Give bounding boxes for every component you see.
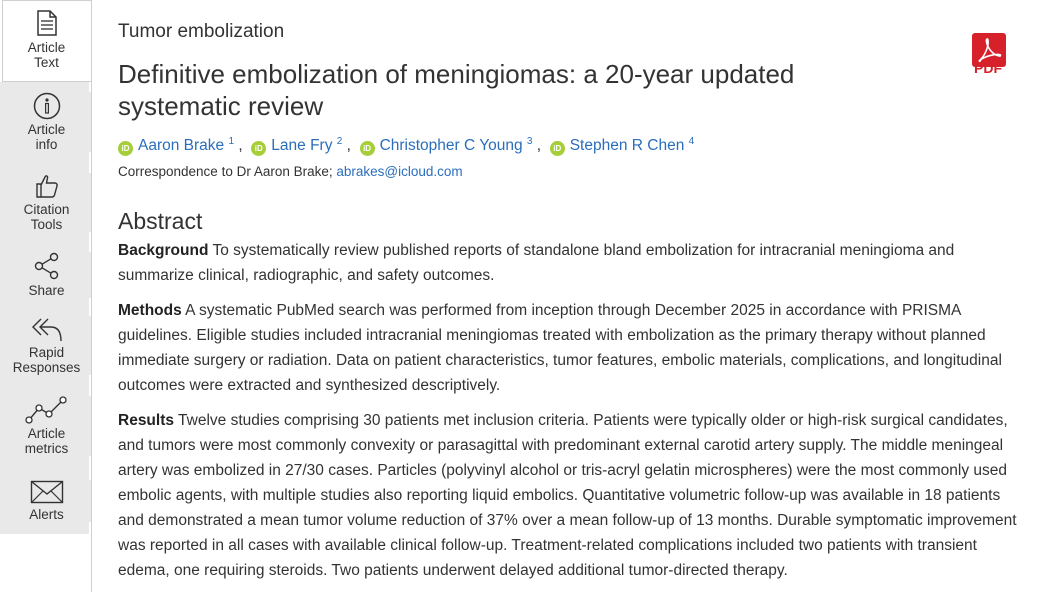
sidebar-item-article-info[interactable] — [2, 92, 91, 152]
article-sidebar — [2, 0, 92, 532]
sidebar-item-share[interactable] — [2, 252, 91, 298]
background-label: Background — [118, 242, 209, 259]
abstract-heading: Abstract — [118, 208, 203, 234]
author-list: iD Aaron Brake $^1$ , iD Lane Fry $^2$ , iD Christopher C Young $^3$ , iD Stephen R Chen $^4$ — [118, 136, 694, 156]
document-icon — [36, 10, 58, 36]
sidebar-item-article-metrics[interactable] — [2, 396, 91, 456]
correspondence-text: Correspondence to Dr Aaron Brake; — [118, 164, 333, 179]
line-chart-icon — [25, 396, 69, 424]
author-link[interactable]: Christopher C Young — [379, 137, 523, 155]
sidebar-label: Text — [34, 55, 59, 70]
author-link[interactable]: Aaron Brake — [138, 137, 225, 155]
orcid-icon[interactable]: iD — [360, 141, 375, 156]
sidebar-label: Article — [27, 122, 66, 137]
sidebar-item-citation-tools[interactable] — [2, 173, 91, 232]
share-icon — [33, 252, 61, 280]
sidebar-label: Citation — [23, 202, 70, 217]
sidebar-label: Rapid — [28, 345, 65, 360]
abstract-results — [118, 408, 1028, 583]
reply-all-icon — [31, 316, 63, 344]
author-affiliation[interactable]: 3 — [526, 136, 533, 147]
article-section-label: Tumor embolization — [118, 21, 285, 42]
thumbs-up-icon — [34, 173, 60, 199]
sidebar-label: info — [35, 137, 58, 152]
sidebar-label: Responses — [12, 360, 81, 375]
orcid-icon[interactable]: iD — [118, 141, 133, 156]
abstract-background — [118, 238, 1028, 288]
sidebar-label: Article — [27, 426, 66, 441]
info-icon — [33, 92, 61, 120]
sidebar-item-alerts[interactable] — [2, 480, 91, 522]
author-affiliation[interactable]: 2 — [336, 136, 343, 147]
correspondence-line — [118, 164, 463, 179]
author-affiliation[interactable]: 4 — [688, 136, 695, 147]
article-title: Definitive embolization of meningiomas: a 20-year updated systematic review — [118, 59, 795, 121]
methods-text: A systematic PubMed search was performed from inception through December 2025 in accordance with PRISMA guidelines. Eligible studies included intracranial meningiomas treated with embolization as the primary therapy without planned immediate surgery or radiation. Data on patient characteristics, tumor features, embolic materials, complications, and longitudinal outcomes were extracted and synthesized descriptively. — [118, 302, 1002, 394]
methods-label: Methods — [118, 302, 182, 319]
correspondence-email-link[interactable]: abrakes@icloud.com — [336, 164, 463, 179]
envelope-icon — [30, 480, 64, 504]
sidebar-label: Tools — [30, 217, 63, 232]
orcid-icon[interactable]: iD — [251, 141, 266, 156]
sidebar-item-article-text[interactable] — [2, 10, 91, 70]
sidebar-label: Article — [27, 40, 66, 55]
orcid-icon[interactable]: iD — [550, 141, 565, 156]
results-label: Results — [118, 412, 174, 429]
author-link[interactable]: Stephen R Chen — [569, 137, 685, 155]
author-affiliation[interactable]: 1 — [228, 136, 235, 147]
author-link[interactable]: Lane Fry — [271, 137, 333, 155]
results-text: Twelve studies comprising 30 patients met inclusion criteria. Patients were typically older or high-risk surgical candidates, and tumors were most commonly convexity or parasagittal with predominant external carotid artery supply. The middle meningeal artery was embolized in 27/30 cases. Particles (polyvinyl alcohol or tris-acryl gelatin microspheres) were the most commonly used embolic agents, with multiple studies also reporting liquid embolics. Quantitative volumetric follow-up was available in 18 patients and demonstrated a mean tumor volume reduction of 37% over a mean follow-up of 13 months. Durable symptomatic improvement was reported in all cases with available clinical follow-up. Treatment-related complications included two patients with transient edema, one requiring steroids. Two patients underwent delayed additional tumor-directed therapy. — [118, 412, 1017, 579]
sidebar-label: Alerts — [29, 507, 64, 522]
pdf-label[interactable]: PDF — [974, 60, 1002, 76]
background-text: To systematically review published reports of standalone bland embolization for intracranial meningioma and summarize clinical, radiographic, and safety outcomes. — [118, 242, 955, 284]
sidebar-item-rapid-responses[interactable] — [2, 316, 91, 375]
abstract-methods — [118, 298, 1028, 398]
sidebar-label: metrics — [24, 441, 69, 456]
sidebar-label: Share — [28, 283, 65, 298]
